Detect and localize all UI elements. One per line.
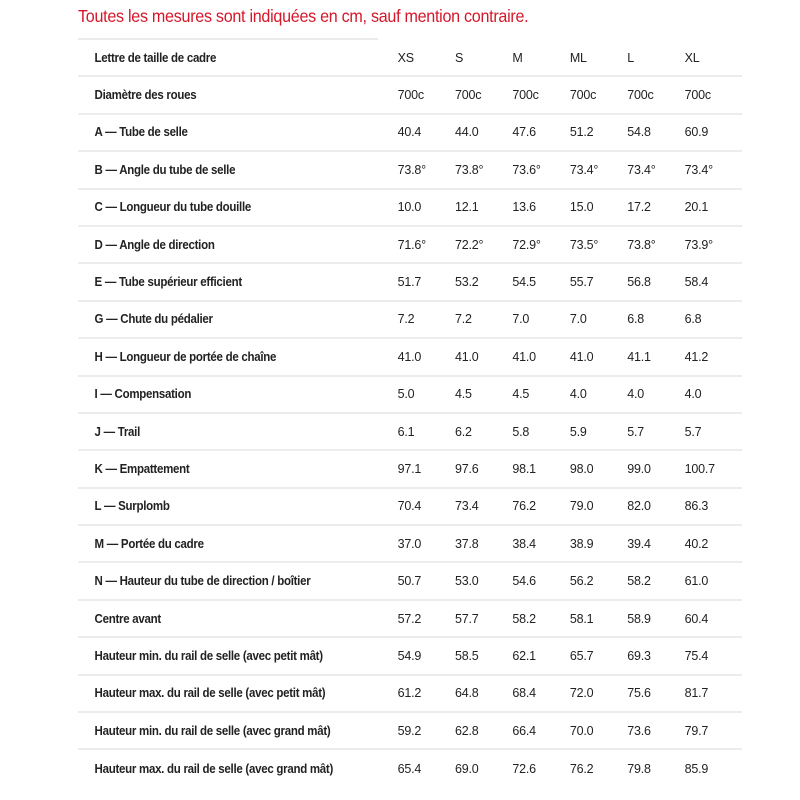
table-cell: 38.9: [569, 536, 594, 551]
table-cell: 79.0: [569, 499, 594, 514]
table-cell: 79.8: [627, 762, 651, 777]
header-row: [78, 40, 742, 77]
table-cell: 7.0: [569, 312, 587, 327]
table-cell: 5.7: [684, 424, 702, 439]
row-label: A — Tube de selle: [94, 125, 188, 140]
row-label: Diamètre des roues: [94, 88, 197, 103]
table-cell: 70.0: [569, 723, 594, 738]
size-header: XL: [684, 50, 700, 65]
table-cell: 6.8: [627, 312, 644, 327]
table-cell: 7.0: [512, 312, 530, 327]
table-row: [78, 115, 742, 152]
table-cell: 85.9: [684, 762, 709, 777]
table-cell: 53.2: [455, 275, 479, 290]
table-cell: 53.0: [455, 574, 479, 589]
table-cell: 97.1: [397, 461, 422, 476]
table-cell: 98.1: [512, 461, 536, 476]
table-row: [78, 152, 742, 189]
table-cell: 37.8: [455, 536, 479, 551]
table-cell: 72.2°: [455, 237, 484, 252]
table-cell: 57.2: [397, 611, 422, 626]
table-cell: 15.0: [569, 200, 594, 215]
table-cell: 73.8°: [627, 237, 656, 252]
units-note: Toutes les mesures sont indiquées en cm, sauf mention contraire.: [78, 6, 529, 26]
table-row: [78, 264, 742, 301]
table-row: [78, 414, 742, 451]
table-cell: 44.0: [455, 125, 479, 140]
table-cell: 41.0: [455, 349, 479, 364]
table-row: [78, 227, 742, 264]
row-label: J — Trail: [94, 424, 141, 439]
table-cell: 69.0: [455, 762, 479, 777]
table-cell: 5.0: [397, 387, 415, 402]
table-row: [78, 339, 742, 376]
table-cell: 73.6°: [512, 162, 541, 177]
table-cell: 5.9: [569, 424, 587, 439]
row-label: Centre avant: [94, 611, 161, 626]
table-cell: 700c: [684, 88, 711, 103]
row-label: I — Compensation: [94, 387, 192, 402]
table-cell: 38.4: [512, 536, 536, 551]
table-row: [78, 451, 742, 488]
table-cell: 4.0: [569, 387, 587, 402]
table-cell: 73.4°: [684, 162, 713, 177]
table-cell: 13.6: [512, 200, 536, 215]
table-cell: 73.4°: [627, 162, 656, 177]
table-cell: 73.9°: [684, 237, 713, 252]
table-cell: 60.9: [684, 125, 709, 140]
table-cell: 6.1: [397, 424, 415, 439]
table-row: [78, 526, 742, 563]
table-cell: 7.2: [397, 312, 415, 327]
table-cell: 61.0: [684, 574, 709, 589]
table-cell: 60.4: [684, 611, 709, 626]
table-cell: 73.8°: [397, 162, 426, 177]
header-label: Lettre de taille de cadre: [94, 50, 217, 65]
size-header: L: [627, 50, 634, 65]
table-cell: 40.2: [684, 536, 709, 551]
row-label: B — Angle du tube de selle: [94, 162, 236, 177]
table-cell: 6.2: [455, 424, 472, 439]
table-cell: 5.8: [512, 424, 530, 439]
table-cell: 7.2: [455, 312, 472, 327]
table-cell: 99.0: [627, 461, 651, 476]
table-cell: 700c: [569, 88, 597, 103]
table-cell: 58.1: [569, 611, 594, 626]
table-cell: 700c: [455, 88, 482, 103]
table-cell: 97.6: [455, 461, 479, 476]
table-cell: 54.5: [512, 275, 536, 290]
table-cell: 73.4: [455, 499, 479, 514]
table-cell: 71.6°: [397, 237, 426, 252]
table-row: [78, 377, 742, 414]
row-label: N — Hauteur du tube de direction / boîtier: [94, 574, 311, 589]
table-cell: 62.1: [512, 648, 536, 663]
table-cell: 4.0: [684, 387, 702, 402]
table-cell: 4.5: [455, 387, 472, 402]
table-row: [78, 638, 742, 675]
table-cell: 58.5: [455, 648, 479, 663]
table-cell: 70.4: [397, 499, 422, 514]
table-cell: 54.8: [627, 125, 651, 140]
table-row: [78, 750, 742, 787]
table-cell: 12.1: [455, 200, 479, 215]
table-cell: 47.6: [512, 125, 536, 140]
table-cell: 54.9: [397, 648, 422, 663]
table-cell: 58.9: [627, 611, 651, 626]
row-label: L — Surplomb: [94, 499, 170, 514]
table-cell: 56.8: [627, 275, 651, 290]
table-cell: 73.8°: [455, 162, 484, 177]
table-cell: 6.8: [684, 312, 702, 327]
table-row: [78, 713, 742, 750]
row-label: G — Chute du pédalier: [94, 312, 213, 327]
table-cell: 700c: [512, 88, 539, 103]
table-cell: 5.7: [627, 424, 644, 439]
table-cell: 65.4: [397, 762, 422, 777]
table-cell: 40.4: [397, 125, 422, 140]
table-row: [78, 601, 742, 638]
table-cell: 76.2: [512, 499, 536, 514]
table-cell: 51.2: [569, 125, 594, 140]
table-cell: 41.0: [512, 349, 536, 364]
row-label: Hauteur max. du rail de selle (avec petit mât): [94, 686, 326, 701]
size-header: ML: [569, 50, 587, 65]
table-cell: 17.2: [627, 200, 651, 215]
table-cell: 37.0: [397, 536, 422, 551]
geometry-table: [78, 40, 742, 788]
table-cell: 72.9°: [512, 237, 541, 252]
table-cell: 79.7: [684, 723, 709, 738]
table-cell: 56.2: [569, 574, 594, 589]
table-cell: 75.4: [684, 648, 709, 663]
table-cell: 4.0: [627, 387, 644, 402]
table-cell: 61.2: [397, 686, 422, 701]
table-cell: 98.0: [569, 461, 594, 476]
table-row: [78, 676, 742, 713]
table-cell: 73.4°: [569, 162, 599, 177]
table-cell: 62.8: [455, 723, 479, 738]
table-cell: 59.2: [397, 723, 422, 738]
table-cell: 100.7: [684, 461, 715, 476]
table-cell: 66.4: [512, 723, 536, 738]
table-cell: 73.5°: [569, 237, 599, 252]
row-label: Hauteur min. du rail de selle (avec petit mât): [94, 648, 323, 663]
table-cell: 50.7: [397, 574, 422, 589]
table-cell: 39.4: [627, 536, 651, 551]
row-label: E — Tube supérieur efficient: [94, 275, 242, 290]
table-row: [78, 563, 742, 600]
row-label: H — Longueur de portée de chaîne: [94, 349, 277, 364]
row-label: M — Portée du cadre: [94, 536, 204, 551]
table-cell: 58.2: [512, 611, 536, 626]
row-label: C — Longueur du tube douille: [94, 200, 252, 215]
row-label: D — Angle de direction: [94, 237, 215, 252]
table-cell: 41.2: [684, 349, 709, 364]
table-cell: 41.1: [627, 349, 651, 364]
table-cell: 76.2: [569, 762, 594, 777]
table-cell: 73.6: [627, 723, 651, 738]
table-cell: 20.1: [684, 200, 709, 215]
row-label: K — Empattement: [94, 461, 190, 476]
table-row: [78, 302, 742, 339]
table-row: [78, 190, 742, 227]
table-cell: 75.6: [627, 686, 651, 701]
row-label: Hauteur max. du rail de selle (avec grand mât): [94, 762, 334, 777]
row-label: Hauteur min. du rail de selle (avec grand mât): [94, 723, 331, 738]
size-header: M: [512, 50, 523, 65]
table-cell: 65.7: [569, 648, 594, 663]
table-cell: 69.3: [627, 648, 651, 663]
size-header: XS: [397, 50, 414, 65]
table-cell: 51.7: [397, 275, 422, 290]
table-cell: 54.6: [512, 574, 536, 589]
table-cell: 55.7: [569, 275, 594, 290]
table-cell: 86.3: [684, 499, 709, 514]
table-cell: 700c: [397, 88, 424, 103]
table-cell: 72.0: [569, 686, 594, 701]
table-row: [78, 77, 742, 114]
table-cell: 72.6: [512, 762, 536, 777]
table-cell: 700c: [627, 88, 654, 103]
table-cell: 41.0: [569, 349, 594, 364]
table-cell: 58.4: [684, 275, 709, 290]
table-cell: 4.5: [512, 387, 530, 402]
table-row: [78, 489, 742, 526]
table-cell: 57.7: [455, 611, 479, 626]
table-cell: 81.7: [684, 686, 709, 701]
table-cell: 68.4: [512, 686, 536, 701]
size-header: S: [455, 50, 464, 65]
table-cell: 58.2: [627, 574, 651, 589]
table-cell: 41.0: [397, 349, 422, 364]
table-cell: 10.0: [397, 200, 422, 215]
table-cell: 64.8: [455, 686, 479, 701]
table-cell: 82.0: [627, 499, 651, 514]
